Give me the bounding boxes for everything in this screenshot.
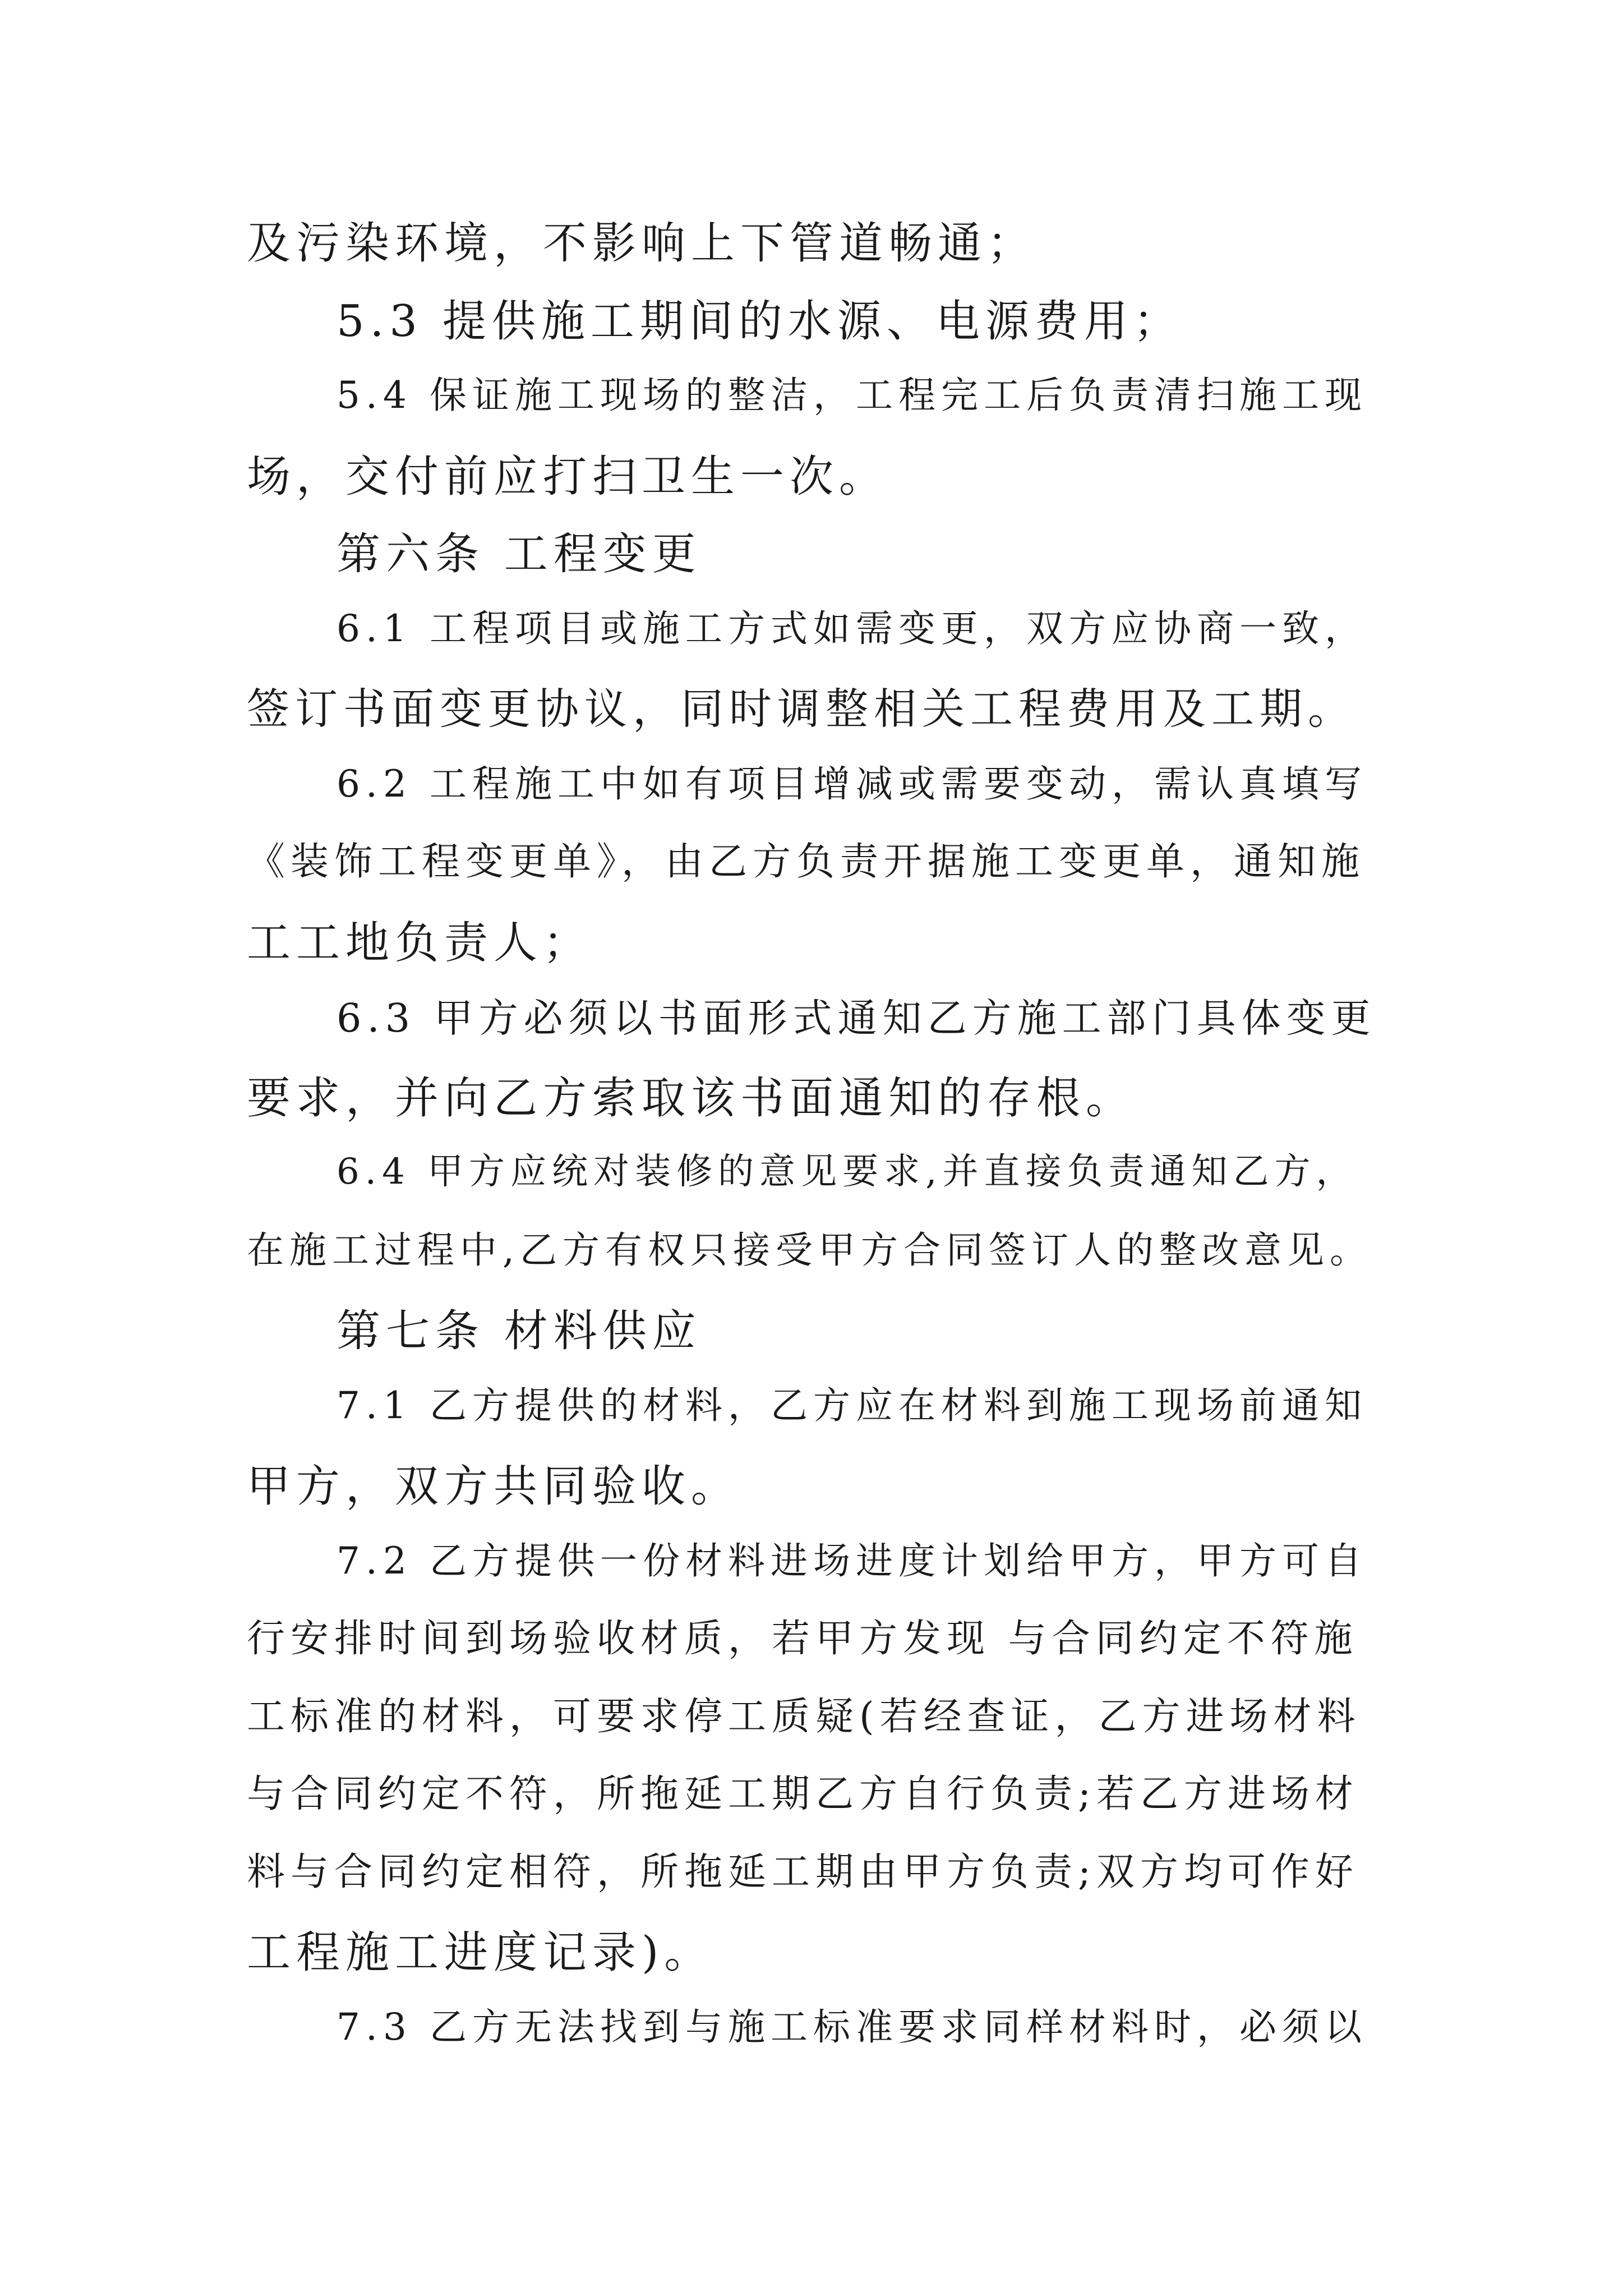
section-heading-7: 第七条 材料供应 (336, 1306, 702, 1356)
text-line: 场，交付前应打扫卫生一次。 (247, 452, 889, 502)
text-line: 甲方，双方共同验收。 (247, 1461, 741, 1512)
text-line: 《装饰工程变更单》，由乙方负责开据施工变更单，通知施 (247, 840, 1366, 884)
clause-6-1: 6.1 工程项目或施工方式如需变更，双方应协商一致， (336, 607, 1367, 650)
text-line: 要求，并向乙方索取该书面通知的存根。 (247, 1073, 1136, 1124)
text-line: 在施工过程中,乙方有权只接受甲方合同签订人的整改意见。 (247, 1228, 1372, 1272)
clause-6-2: 6.2 工程施工中如有项目增减或需要变动，需认真填写 (336, 762, 1367, 806)
text-line: 与合同约定不符，所拖延工期乙方自行负责;若乙方进场材 (247, 1772, 1359, 1816)
text-line: 工工地负责人； (247, 918, 593, 968)
clause-6-4: 6.4 甲方应统对装修的意见要求,并直接负责通知乙方， (336, 1151, 1358, 1193)
section-heading-6: 第六条 工程变更 (336, 529, 702, 579)
text-line: 及污染环境，不影响上下管道畅通； (247, 218, 1037, 269)
text-line: 工标准的材料，可要求停工质疑(若经查证，乙方进场材料 (247, 1695, 1361, 1739)
clause-7-3: 7.3 乙方无法找到与施工标准要求同样材料时，必须以 (336, 2005, 1367, 2049)
text-line: 签订书面变更协议，同时调整相关工程费用及工期。 (247, 684, 1356, 734)
clause-7-2: 7.2 乙方提供一份材料进场进度计划给甲方，甲方可自 (336, 1539, 1367, 1582)
clause-5-3: 5.3 提供施工期间的水源、电源费用； (336, 296, 1183, 347)
clause-7-1: 7.1 乙方提供的材料，乙方应在材料到施工现场前通知 (336, 1384, 1367, 1427)
text-line: 工程施工进度记录)。 (247, 1927, 714, 1978)
text-line: 料与合同约定相符，所拖延工期由甲方负责;双方均可作好 (247, 1850, 1359, 1894)
clause-5-4: 5.4 保证施工现场的整洁，工程完工后负责清扫施工现 (336, 374, 1367, 417)
clause-6-3: 6.3 甲方必须以书面形式通知乙方施工部门具体变更 (336, 995, 1376, 1041)
text-line: 行安排时间到场验收材质，若甲方发现 与合同约定不符施 (247, 1617, 1358, 1661)
